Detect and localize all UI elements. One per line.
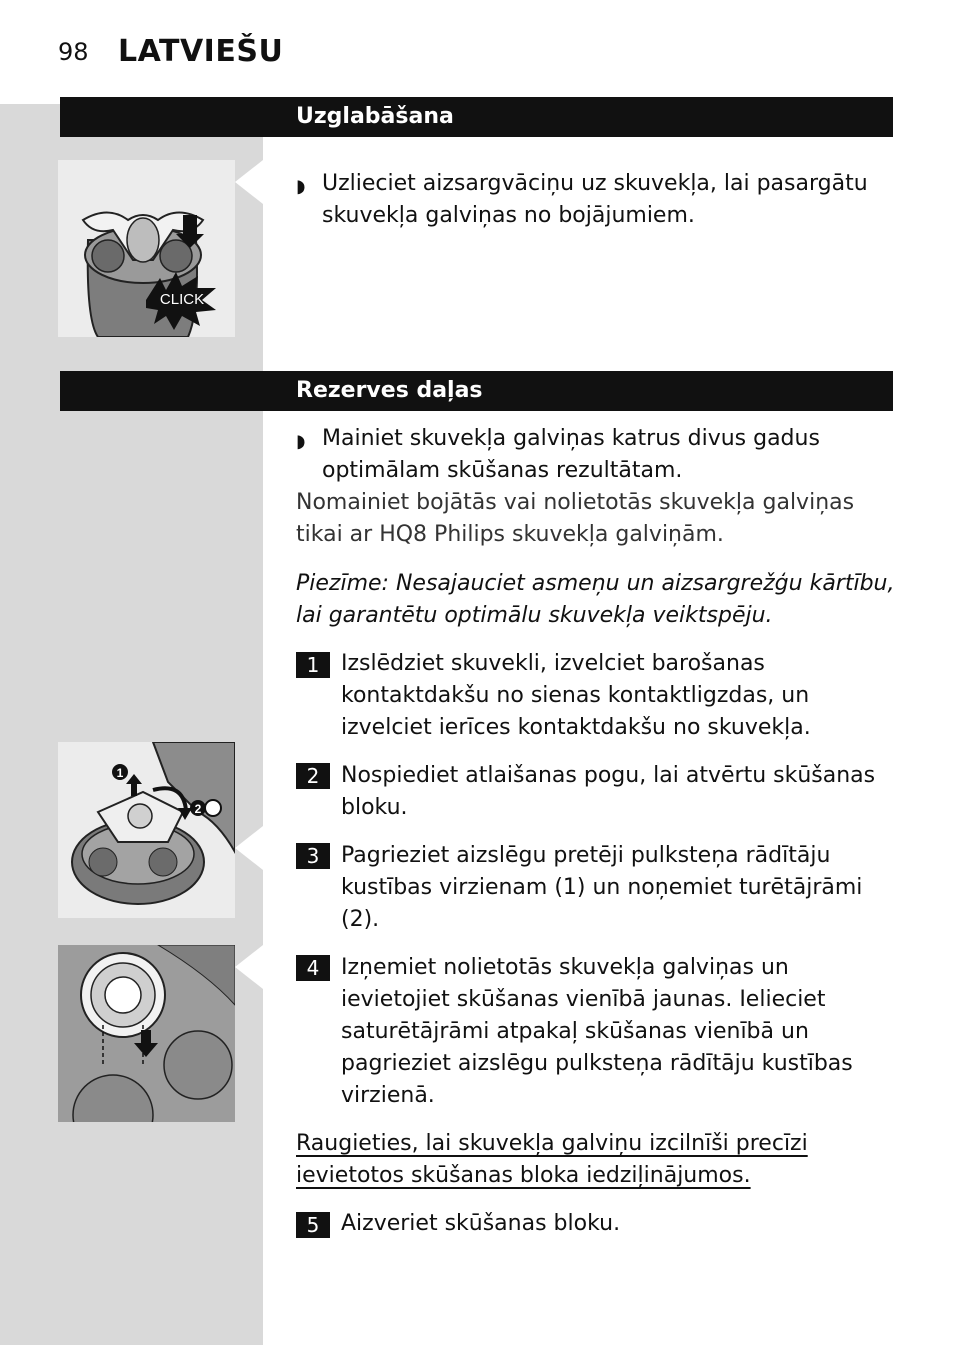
- storage-section-header: [60, 97, 893, 137]
- step3-line3: (2).: [341, 907, 380, 932]
- parts-bullet-line2: optimālam skūšanas rezultātam.: [322, 458, 683, 483]
- step3-line1: Pagrieziet aizslēgu pretēji pulksteņa rādītāju: [341, 843, 831, 868]
- open-shaving-unit-illustration: [58, 742, 235, 918]
- step4-line3: saturētājrāmi atpakaļ skūšanas vienībā un: [341, 1019, 809, 1044]
- step4-line2: ievietojiet skūšanas vienībā jaunas. Ielieciet: [341, 987, 826, 1012]
- alignment-hint-line2: ievietotos skūšanas bloka iedziļinājumos.: [296, 1163, 751, 1188]
- step-number: 3: [296, 843, 330, 869]
- shaving-head-illustration: [58, 945, 235, 1122]
- figure-callout-2: 1: [116, 766, 124, 780]
- click-label: CLICK: [159, 291, 205, 308]
- step-number: 4: [296, 955, 330, 981]
- parts-paragraph-line2: tikai ar HQ8 Philips skuvekļa galviņām.: [296, 522, 724, 547]
- bullet-icon: ◗: [296, 431, 306, 452]
- step1-line2: kontaktdakšu no sienas kontaktligzdas, un: [341, 683, 810, 708]
- storage-section-title: Uzglabāšana: [296, 104, 454, 129]
- figure-pointer: [235, 826, 263, 870]
- figure-pointer: [235, 160, 263, 204]
- parts-paragraph-line1: Nomainiet bojātās vai nolietotās skuvekļa galviņas: [296, 490, 855, 515]
- storage-bullet-line2: skuvekļa galviņas no bojājumiem.: [322, 203, 695, 228]
- parts-section-header: [60, 371, 893, 411]
- step4-line1: Izņemiet nolietotās skuvekļa galviņas un: [341, 955, 789, 980]
- figure-callout-1: 2: [194, 802, 202, 816]
- figure-pointer: [235, 945, 263, 989]
- step2-line2: bloku.: [341, 795, 408, 820]
- step1-line1: Izslēdziet skuvekli, izvelciet barošanas: [341, 651, 765, 676]
- bullet-icon: ◗: [296, 176, 306, 197]
- step4-line4: pagrieziet aizslēgu pulksteņa rādītāju kustības: [341, 1051, 853, 1076]
- storage-bullet-line1: Uzlieciet aizsargvāciņu uz skuvekļa, lai pasargātu: [322, 171, 868, 196]
- step-number: 1: [296, 652, 330, 678]
- alignment-hint-line1: Raugieties, lai skuvekļa galviņu izcilnīši precīzi: [296, 1131, 808, 1156]
- step-number: 2: [296, 763, 330, 789]
- step2-line1: Nospiediet atlaišanas pogu, lai atvērtu skūšanas: [341, 763, 876, 788]
- step3-line2: kustības virzienam (1) un noņemiet turētājrāmi: [341, 875, 863, 900]
- note-line2: lai garantētu optimālu skuvekļa veiktspēju.: [296, 603, 773, 628]
- parts-section-title: Rezerves daļas: [296, 378, 483, 403]
- note-line1: Piezīme: Nesajauciet asmeņu un aizsargrežģu kārtību,: [296, 571, 895, 596]
- step1-line3: izvelciet ierīces kontaktdakšu no skuvekļa.: [341, 715, 811, 740]
- step5-line1: Aizveriet skūšanas bloku.: [341, 1211, 621, 1236]
- step-number: 5: [296, 1212, 330, 1238]
- shaver-cap-illustration: [58, 160, 235, 337]
- language-title: LATVIEŠU: [118, 34, 284, 69]
- page-number: 98: [58, 38, 89, 66]
- parts-bullet-line1: Mainiet skuvekļa galviņas katrus divus gadus: [322, 426, 820, 451]
- step4-line5: virzienā.: [341, 1083, 435, 1108]
